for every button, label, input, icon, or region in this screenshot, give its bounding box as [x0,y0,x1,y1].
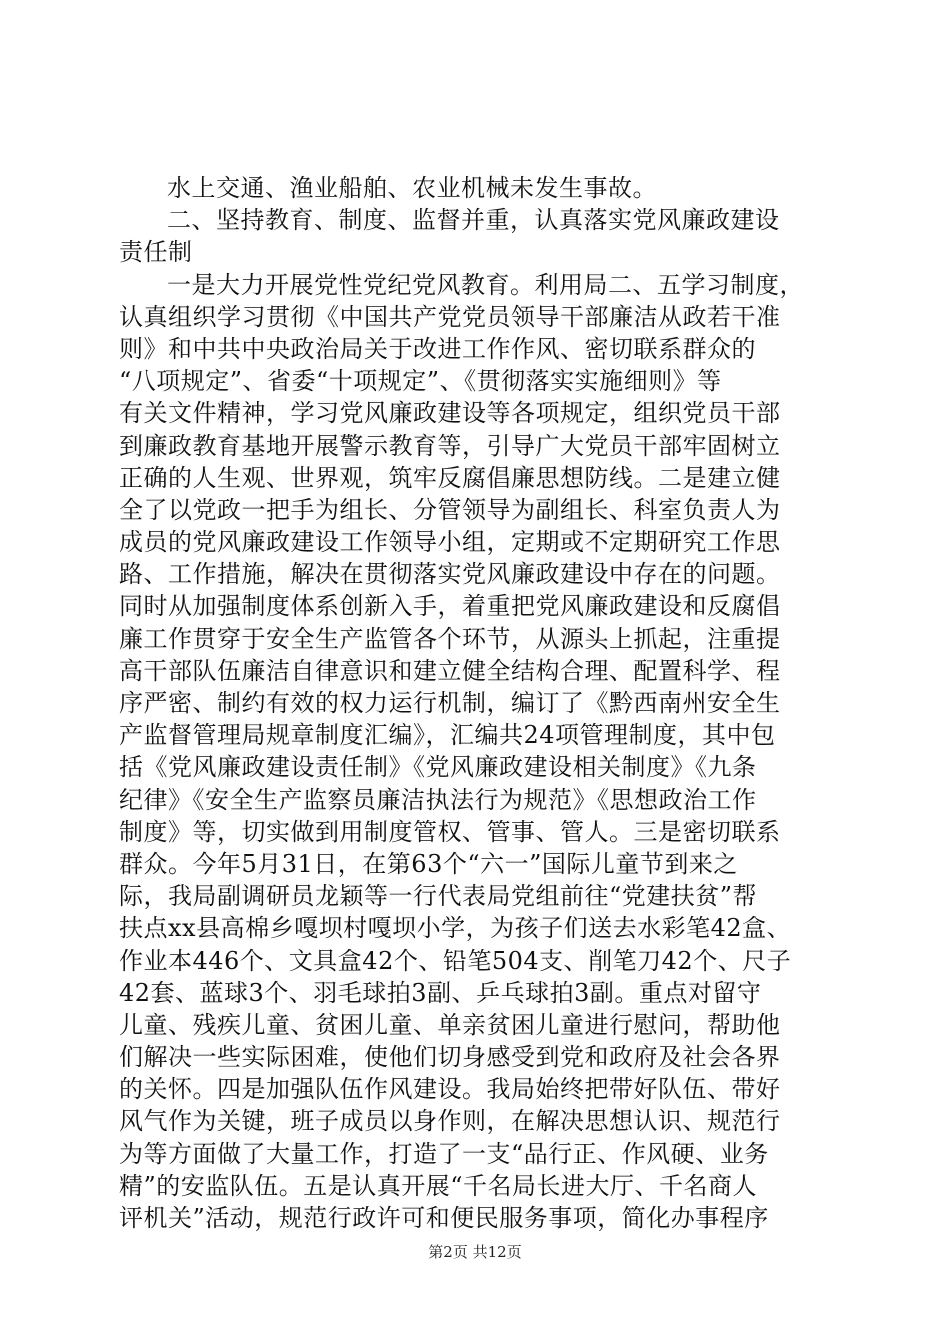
section-heading-line: 责任制 [119,238,193,267]
paragraph-line: 纪律》《安全生产监察员廉洁执法行为规范》《思想政治工作 [119,785,757,814]
paragraph-line: 一是大力开展党性党纪党风教育。利用局二、五学习制度， [167,270,804,299]
paragraph-line: 水上交通、渔业船舶、农业机械未发生事故。 [167,174,657,202]
page-number-footer: 第2页 共12页 [428,1243,522,1261]
paragraph-line: 同时从加强制度体系创新入手，着重把党风廉政建设和反腐倡 [119,592,781,621]
paragraph-line: “八项规定”、省委“十项规定”、《贯彻落实实施细则》等 [119,367,722,396]
paragraph-line: 认真组织学习贯彻《中国共产党党员领导干部廉洁从政若干准 [119,302,781,331]
paragraph-line: 群众。今年5月31日，在第63个“六一”国际儿童节到来之 [119,849,738,878]
paragraph-line: 42套、蓝球3个、羽毛球拍3副、乒乓球拍3副。重点对留守 [119,978,762,1007]
paragraph-line: 精”的安监队伍。五是认真开展“千名局长进大厅、千名商人 [119,1171,758,1200]
paragraph-line: 成员的党风廉政建设工作领导小组，定期或不定期研究工作思 [119,528,781,557]
paragraph-line: 有关文件精神，学习党风廉政建设等各项规定，组织党员干部 [119,399,781,428]
document-body [119,172,835,1234]
paragraph-line: 全了以党政一把手为组长、分管领导为副组长、科室负责人为 [119,495,781,524]
paragraph-line: 制度》等，切实做到用制度管权、管事、管人。三是密切联系 [119,817,781,846]
paragraph-line: 扶点xx县高棉乡嘎坝村嘎坝小学，为孩子们送去水彩笔42盒、 [119,914,792,943]
paragraph-line: 评机关”活动，规范行政许可和便民服务事项，简化办事程序 [119,1204,769,1232]
paragraph-line: 廉工作贯穿于安全生产监管各个环节，从源头上抓起，注重提 [119,624,781,653]
paragraph-line: 括《党风廉政建设责任制》《党风廉政建设相关制度》《九条 [119,753,757,782]
paragraph-line: 们解决一些实际困难，使他们切身感受到党和政府及社会各界 [119,1043,781,1072]
paragraph-line: 作业本446个、文具盒42个、铅笔504支、削笔刀42个、尺子 [119,946,792,975]
paragraph-line: 风气作为关键，班子成员以身作则，在解决思想认识、规范行 [119,1107,781,1136]
paragraph-line: 则》和中共中央政治局关于改进工作作风、密切联系群众的 [119,334,756,363]
paragraph-line: 儿童、残疾儿童、贫困儿童、单亲贫困儿童进行慰问，帮助他 [119,1010,781,1039]
paragraph-line: 到廉政教育基地开展警示教育等，引导广大党员干部牢固树立 [119,431,781,460]
paragraph-line: 际，我局副调研员龙颖等一行代表局党组前往“党建扶贫”帮 [119,882,758,911]
paragraph-line: 产监督管理局规章制度汇编》，汇编共24项管理制度，其中包 [119,721,776,750]
paragraph-line: 正确的人生观、世界观，筑牢反腐倡廉思想防线。二是建立健 [119,463,781,492]
paragraph-line: 的关怀。四是加强队伍作风建设。我局始终把带好队伍、带好 [119,1075,781,1104]
paragraph-line: 高干部队伍廉洁自律意识和建立健全结构合理、配置科学、程 [119,656,781,685]
section-heading-line: 二、坚持教育、制度、监督并重，认真落实党风廉政建设 [167,206,780,235]
paragraph-line: 为等方面做了大量工作，打造了一支“品行正、作风硬、业务 [119,1139,769,1168]
paragraph-line: 路、工作措施，解决在贯彻落实党风廉政建设中存在的问题。 [119,560,781,589]
paragraph-line: 序严密、制约有效的权力运行机制，编订了《黔西南州安全生 [119,689,781,717]
